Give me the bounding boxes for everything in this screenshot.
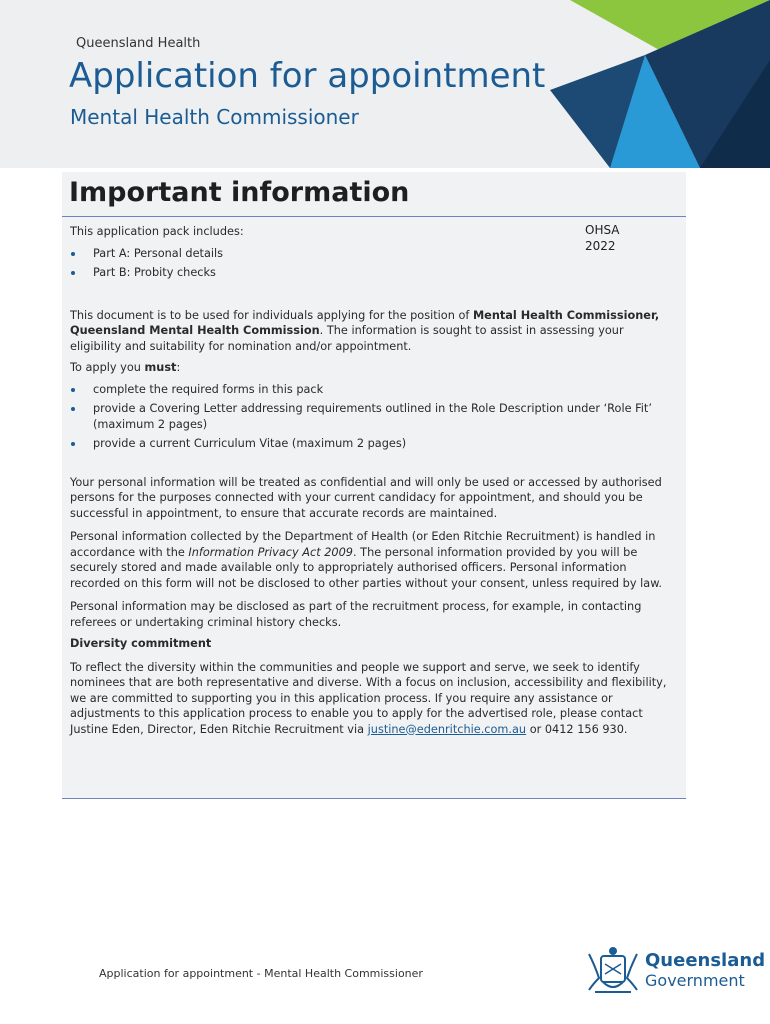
pack-intro: This application pack includes: [70,225,244,238]
logo-line-1: Queensland [645,950,766,971]
apply-intro [70,360,674,376]
confidentiality-paragraph: Your personal information will be treated as confidential and will only be used or accessed by authorised persons for the purposes connected with your current candidacy for appointment, and should you be successful in appointment, to ensure that accurate records are maintained. [70,475,662,520]
coat-of-arms-icon [585,944,641,996]
reference-code: OHSA [585,223,620,237]
apply-list [70,382,674,452]
queensland-government-logo [585,944,766,996]
footer-text: Application for appointment - Mental Health Commissioner [99,967,423,980]
privacy-paragraph [70,529,674,591]
panel-title: Important information [69,177,410,208]
list-item: complete the required forms in this pack [70,382,674,398]
diversity-paragraph [70,660,674,738]
purpose-text: This document is to be used for individuals applying for the position of [70,308,473,322]
document-subtitle: Mental Health Commissioner [70,105,359,129]
apply-colon: : [176,361,181,374]
important-information-panel [62,172,686,799]
panel-content [70,224,674,737]
list-item: Part A: Personal details [70,246,674,262]
list-item: provide a current Curriculum Vitae (maximum 2 pages) [70,436,674,452]
list-item: Part B: Probity checks [70,265,674,281]
list-item: provide a Covering Letter addressing requirements outlined in the Role Description under ‘Role Fit’ (maximum 2 pages) [70,401,674,432]
disclosure-paragraph: Personal information may be disclosed as part of the recruitment process, for example, in contacting referees or undertaking criminal history checks. [70,600,642,629]
header-banner [0,0,770,168]
position-name: Mental Health Commissioner, Queensland Mental Health Commission [70,308,660,337]
privacy-act-name: Information Privacy Act 2009 [188,545,353,559]
pack-list [70,246,674,281]
privacy-text: Personal information collected by the Department of Health (or Eden Ritchie Recruitment) is handled in accordance with the [70,530,656,559]
contact-phone-text: or 0412 156 930. [526,722,628,736]
document-title: Application for appointment [69,56,546,96]
diversity-text: To reflect the diversity within the communities and people we support and serve, we seek to identify nominees that are both representative and diverse. With a focus on inclusion, accessibility and flexibility, we are committed to supporting you in this application process. If you require any assistance or adjustments to this application process to enable you to apply for the advertised role, please contact Justine Eden, Director, Eden Ritchie Recruitment via [70,660,667,736]
logo-line-2: Government [645,971,745,990]
privacy-text-end: . The personal information provided by you will be securely stored and made available only to appropriately authorised officers. Personal information recorded on this form will not be disclosed to other parties without your consent, unless required by law. [70,545,662,590]
apply-text: To apply you [70,361,145,374]
apply-emphasis: must [144,361,177,374]
decorative-shapes [550,0,770,168]
purpose-paragraph [70,308,674,355]
diversity-heading: Diversity commitment [70,637,212,650]
panel-divider [62,216,686,217]
contact-email-link[interactable]: justine@edenritchie.com.au [367,722,527,736]
purpose-text-end: . The information is sought to assist in assessing your eligibility and suitability for nomination and/or appointment. [70,324,624,353]
organisation-name: Queensland Health [76,36,201,51]
reference-year: 2022 [585,239,616,253]
